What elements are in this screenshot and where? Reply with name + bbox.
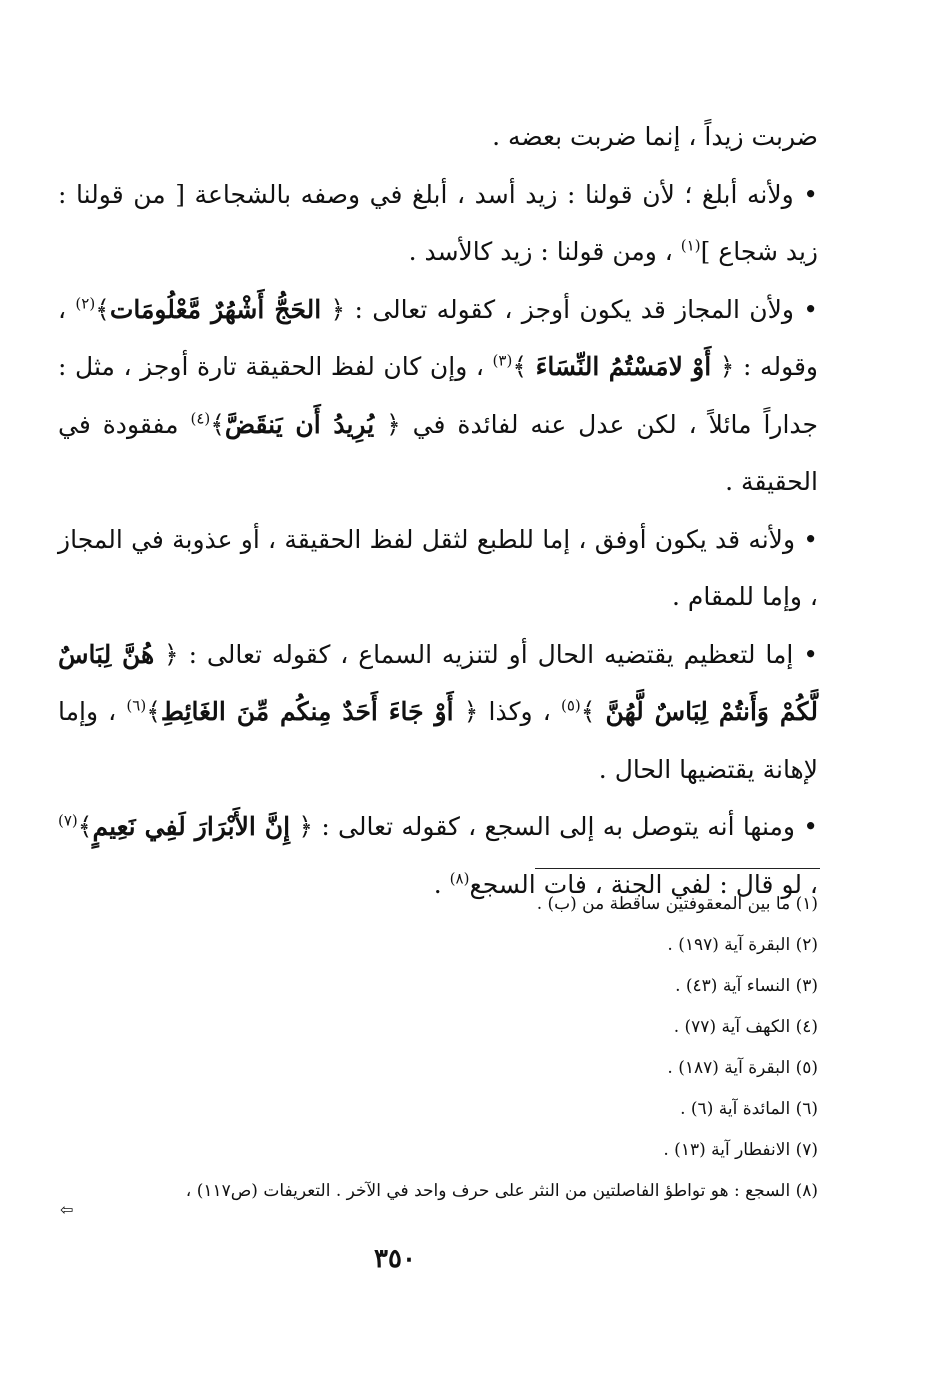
footnote-ref: (٥) <box>560 696 581 715</box>
footnote: (٢) البقرة آية (١٩٧) . <box>667 935 818 955</box>
text-run: ﴾ <box>210 409 225 439</box>
footnote: (٦) المائدة آية (٦) . <box>680 1099 818 1119</box>
text-run: ، ومن قولنا : زيد كالأسد . <box>408 237 681 266</box>
text-run: • ولأنه قد يكون أوفق ، إما للطبع لثقل لفظ الحقيقة ، أو عذوبة في المجاز ، وإما للمقام . <box>58 524 818 611</box>
text-run: ﴾ <box>146 697 161 726</box>
text-run: ﴾ <box>95 294 110 324</box>
footnote: (٧) الانفطار آية (١٣) . <box>663 1140 818 1160</box>
continuation-arrow-icon: ⇦ <box>60 1200 74 1219</box>
quran-verse: الحَجُّ أَشْهُرٌ مَّعْلُومَات <box>109 294 322 324</box>
footnote-ref: (٨) <box>449 869 470 888</box>
text-run: ﴾ <box>77 812 93 841</box>
footnote: (١) ما بين المعقوفتين ساقطة من (ب) . <box>536 894 818 914</box>
text-run: ضربت زيداً ، إنما ضربت بعضه . <box>492 122 818 151</box>
paragraph <box>58 281 818 511</box>
text-run: مفقودة في الحقيقة . <box>58 409 818 496</box>
text-run: • ولأن المجاز قد يكون أوجز ، كقوله تعالى : ﴿ <box>321 294 818 324</box>
text-run: ، لو قال : لفي الجنة ، فات السجع <box>469 869 818 899</box>
text-run: ، وإما لإهانة يقتضيها الحال . <box>58 697 818 784</box>
text-run: ﴾ <box>580 697 606 726</box>
text-run: • ومنها أنه يتوصل به إلى السجع ، كقوله تعالى : ﴿ <box>290 812 818 841</box>
footnotes <box>58 884 818 1212</box>
quran-verse: إِنَّ الأَبْرَارَ لَفِي نَعِيمٍ <box>92 812 291 841</box>
footnote: (٣) النساء آية (٤٣) . <box>675 976 818 996</box>
footnote: (٨) السجع : هو تواطؤ الفاصلتين من النثر على حرف واحد في الآخر . التعريفات (ص١١٧) ، <box>185 1181 818 1201</box>
footnote: (٥) البقرة آية (١٨٧) . <box>667 1058 818 1078</box>
text-run: . <box>433 869 450 899</box>
quran-verse: هُنَّ لِبَاسٌ لَّكُمْ وَأَنتُمْ لِبَاسٌ لَّهُنَّ <box>58 639 818 726</box>
quran-verse: يُرِيدُ أَن يَنقَضَّ <box>224 409 375 439</box>
text-run: ﴾ <box>512 352 536 381</box>
text-run: ، وإن كان لفظ الحقيقة تارة أوجز ، مثل : جداراً مائلاً ، لكن عدل عنه لفائدة في ﴿ <box>58 352 818 439</box>
footnote-ref: (١) <box>680 236 701 255</box>
text-run: ، وكذا ﴿ <box>453 697 561 726</box>
page-number: ٣٥٠ <box>374 1244 416 1274</box>
footnote-ref: (٤) <box>190 409 211 428</box>
footnote-ref: (٣) <box>492 351 513 370</box>
footnote-ref: (٧) <box>58 811 78 830</box>
footnote-separator <box>535 868 820 869</box>
paragraph <box>58 511 818 626</box>
footnote-ref: (٦) <box>126 696 147 715</box>
quran-verse: أَوْ جَاءَ أَحَدٌ مِنكُم مِّنَ الغَائِطِ <box>160 697 454 726</box>
footnote-ref: (٢) <box>75 294 96 313</box>
main-text <box>58 108 818 913</box>
footnote: (٤) الكهف آية (٧٧) . <box>673 1017 818 1037</box>
paragraph <box>58 166 818 281</box>
paragraph <box>58 626 818 799</box>
quran-verse: أَوْ لامَسْتُمُ النِّسَاءَ <box>535 352 712 381</box>
text-run: • ولأنه أبلغ ؛ لأن قولنا : زيد أسد ، أبلغ في وصفه بالشجاعة [ من قولنا : زيد شجاع ] <box>58 179 818 266</box>
text-run: ، وقوله : ﴿ <box>58 294 819 381</box>
paragraph <box>58 108 818 166</box>
text-run: • إما لتعظيم يقتضيه الحال أو لتنزيه السماع ، كقوله تعالى : ﴿ <box>154 639 818 669</box>
